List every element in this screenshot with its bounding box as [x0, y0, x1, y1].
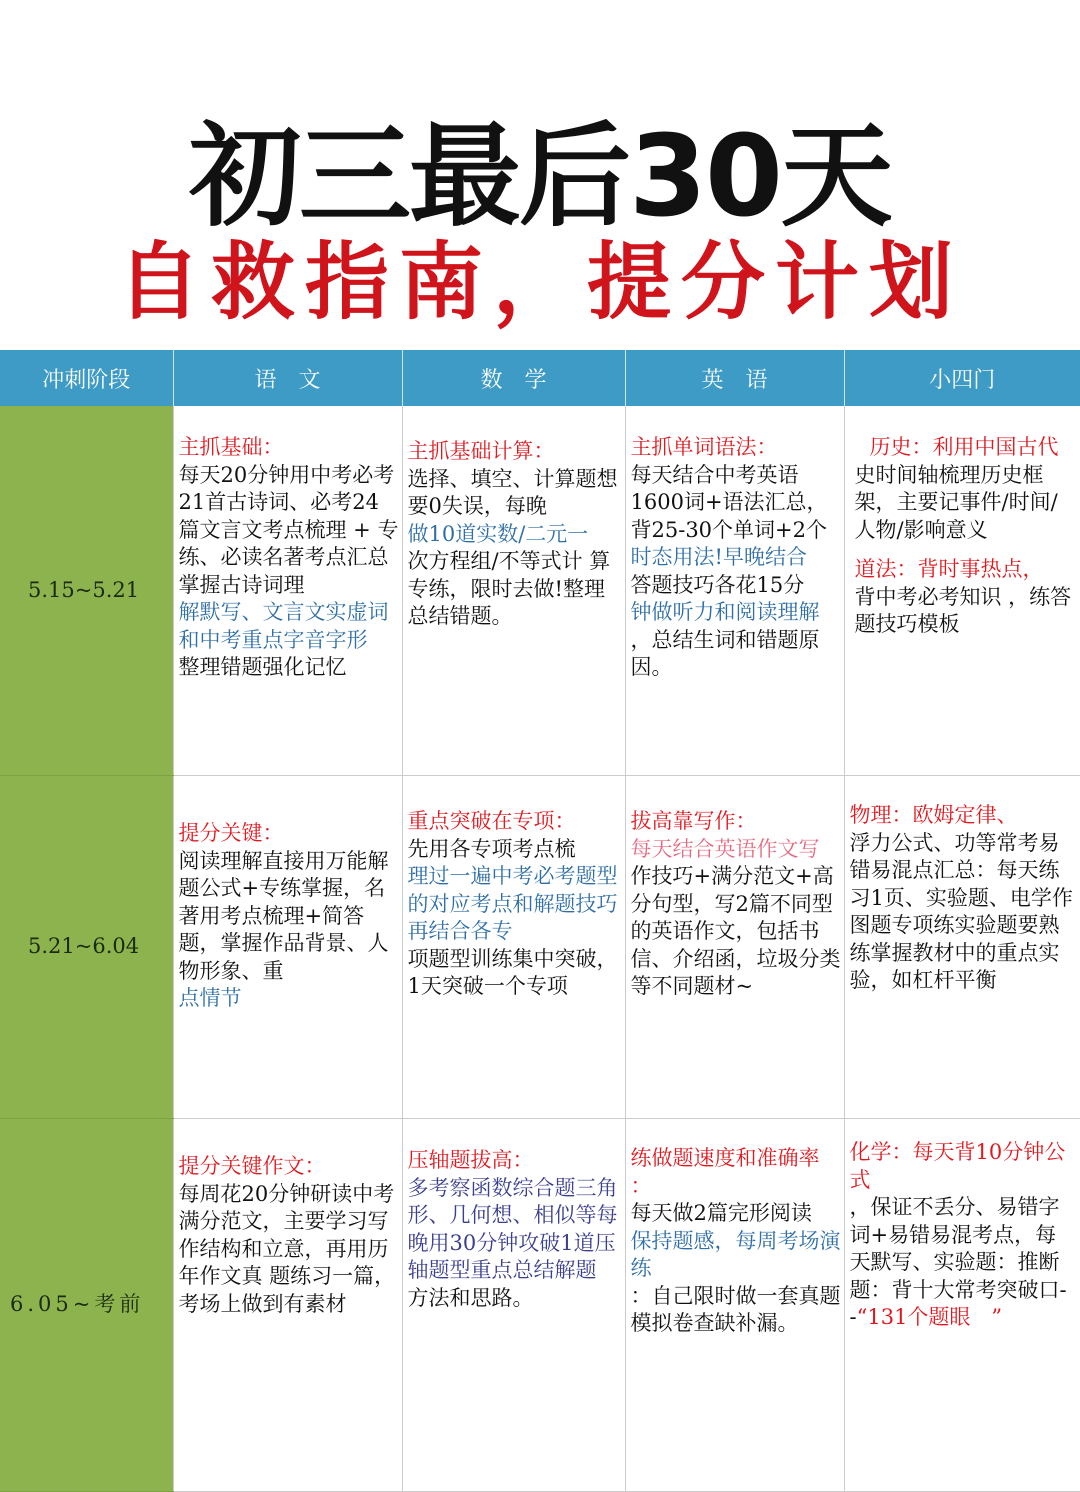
cell-text: ，保证不丢分、易错字词+易错易混考点，每天默写、实验题：推断题：背十大常考突破口--	[849, 1195, 1067, 1329]
cell-text: 每天结合中考英语1600词+语法汇总，背25-30个单词+2个	[630, 462, 828, 542]
cell-text-highlight: 做10道实数/二元一	[407, 521, 589, 546]
math-cell	[402, 776, 625, 1119]
stage-cell: 6.05~考前	[0, 1119, 173, 1492]
cell-text: 史时间轴梳理历史框架，主要记事件/时间/人物/影响意义	[854, 462, 1058, 542]
stage-cell: 5.21~6.04	[0, 776, 173, 1119]
english-cell	[625, 406, 844, 776]
cell-text-highlight: 每天结合英语作文写	[630, 836, 820, 861]
cell-heading: 提分关键作文：	[178, 1154, 326, 1178]
table-row	[0, 406, 1080, 776]
english-cell	[625, 1119, 844, 1492]
cell-text-highlight: 点情节	[178, 986, 242, 1010]
cell-text: ：自己限时做一套真题模拟卷查缺补漏。	[630, 1283, 841, 1335]
cell-text: 浮力公式、功等常考易错易混点汇总：每天练习1页、实验题、电学作图题专项练实验题要熟练掌握教材中的重点实验，如杠杆平衡	[849, 830, 1073, 992]
cell-heading: 主抓单词语法：	[630, 435, 778, 459]
cell-text: ，总结生词和错题原因。	[630, 627, 820, 679]
header-stage: 冲刺阶段	[0, 350, 173, 406]
cell-heading: 练做题速度和准确率 ：	[630, 1146, 820, 1198]
cell-heading: 道法：背时事热点，	[854, 557, 1044, 581]
table-header-row	[0, 350, 1080, 406]
cell-text: 每周花20分钟研读中考满分范文，主要学习写作结构和立意，再用历年作文真 题练习一篇，考场上做到有素材	[178, 1181, 396, 1316]
cell-heading: 重点突破在专项：	[407, 809, 576, 833]
sub-title: 自救指南，提分计划	[116, 233, 963, 331]
others-cell	[844, 776, 1080, 1119]
others-cell	[844, 406, 1080, 776]
cell-text-highlight: 保持题感，每周考场演练	[630, 1228, 841, 1280]
cell-text: 选择、填空、计算题想要0失误，每晚	[407, 466, 618, 518]
cell-heading: 压轴题拔高：	[407, 1148, 534, 1172]
cell-text: 背中考必考知识 ，练答题技巧模板	[854, 584, 1072, 636]
english-cell	[625, 776, 844, 1119]
cell-heading: 历史：利用中国古代	[869, 435, 1059, 459]
cell-heading: 拔高靠写作：	[630, 809, 757, 833]
header-others: 小四门	[844, 350, 1080, 406]
cell-text-highlight: 理过一遍中考必考题型的对应考点和解题技巧再结合各专	[407, 864, 618, 943]
cell-text-highlight: 时态用法!早晚结合	[630, 545, 807, 569]
cell-heading: 化学：每天背10分钟公式	[849, 1140, 1066, 1192]
cell-heading: 主抓基础计算：	[407, 439, 555, 463]
chinese-cell	[173, 406, 402, 776]
cell-text: 整理错题强化记忆	[178, 655, 347, 679]
cell-heading: 主抓基础：	[178, 435, 284, 459]
table-row	[0, 1119, 1080, 1492]
cell-text: 每天做2篇完形阅读	[630, 1201, 812, 1225]
cell-text-highlight: 解默写、文言文实虚词和中考重点字音字形	[178, 600, 389, 652]
cell-text-highlight: 多考察函数综合题三角形、几何想、相似等每晚用30分钟攻破1道压轴题型重点总结解题	[407, 1175, 618, 1282]
cell-heading: 物理：欧姆定律、	[849, 803, 1018, 827]
stage-cell: 5.15~5.21	[0, 406, 173, 776]
main-title: 初三最后30天	[189, 112, 891, 242]
cell-heading: 提分关键：	[178, 821, 284, 845]
cell-text: 每天20分钟用中考必考21首古诗词、必考24篇文言文考点梳理 + 专练、必读名著考点汇总掌握古诗词理	[178, 462, 399, 597]
math-cell	[402, 1119, 625, 1492]
header-chinese: 语 文	[173, 350, 402, 406]
study-plan-table	[0, 350, 1080, 1492]
math-cell	[402, 406, 625, 776]
cell-text-highlight: 钟做听力和阅读理解	[630, 600, 820, 624]
header-english: 英 语	[625, 350, 844, 406]
cell-text: 答题技巧各花15分	[630, 572, 805, 597]
others-cell	[844, 1119, 1080, 1492]
cell-text: 方法和思路。	[407, 1285, 534, 1310]
table-row	[0, 776, 1080, 1119]
chinese-cell	[173, 1119, 402, 1492]
title-area	[0, 0, 1080, 350]
cell-text: 先用各专项考点梳	[407, 836, 576, 861]
cell-text: 次方程组/不等式计 算专练，限时去做!整理总结错题。	[407, 549, 611, 628]
cell-text: 阅读理解直接用万能解题公式+专练掌握，名著用考点梳理+简答题，掌握作品背景、人物形象、重	[178, 848, 389, 983]
header-math: 数 学	[402, 350, 625, 406]
chinese-cell	[173, 776, 402, 1119]
cell-text-highlight: “131个题眼 ”	[856, 1305, 1003, 1329]
cell-text: 项题型训练集中突破，1天突破一个专项	[407, 946, 618, 998]
cell-text: 作技巧+满分范文+高分句型，写2篇不同型的英语作文，包括书信、介绍函，垃圾分类等不同题材~	[630, 864, 841, 998]
